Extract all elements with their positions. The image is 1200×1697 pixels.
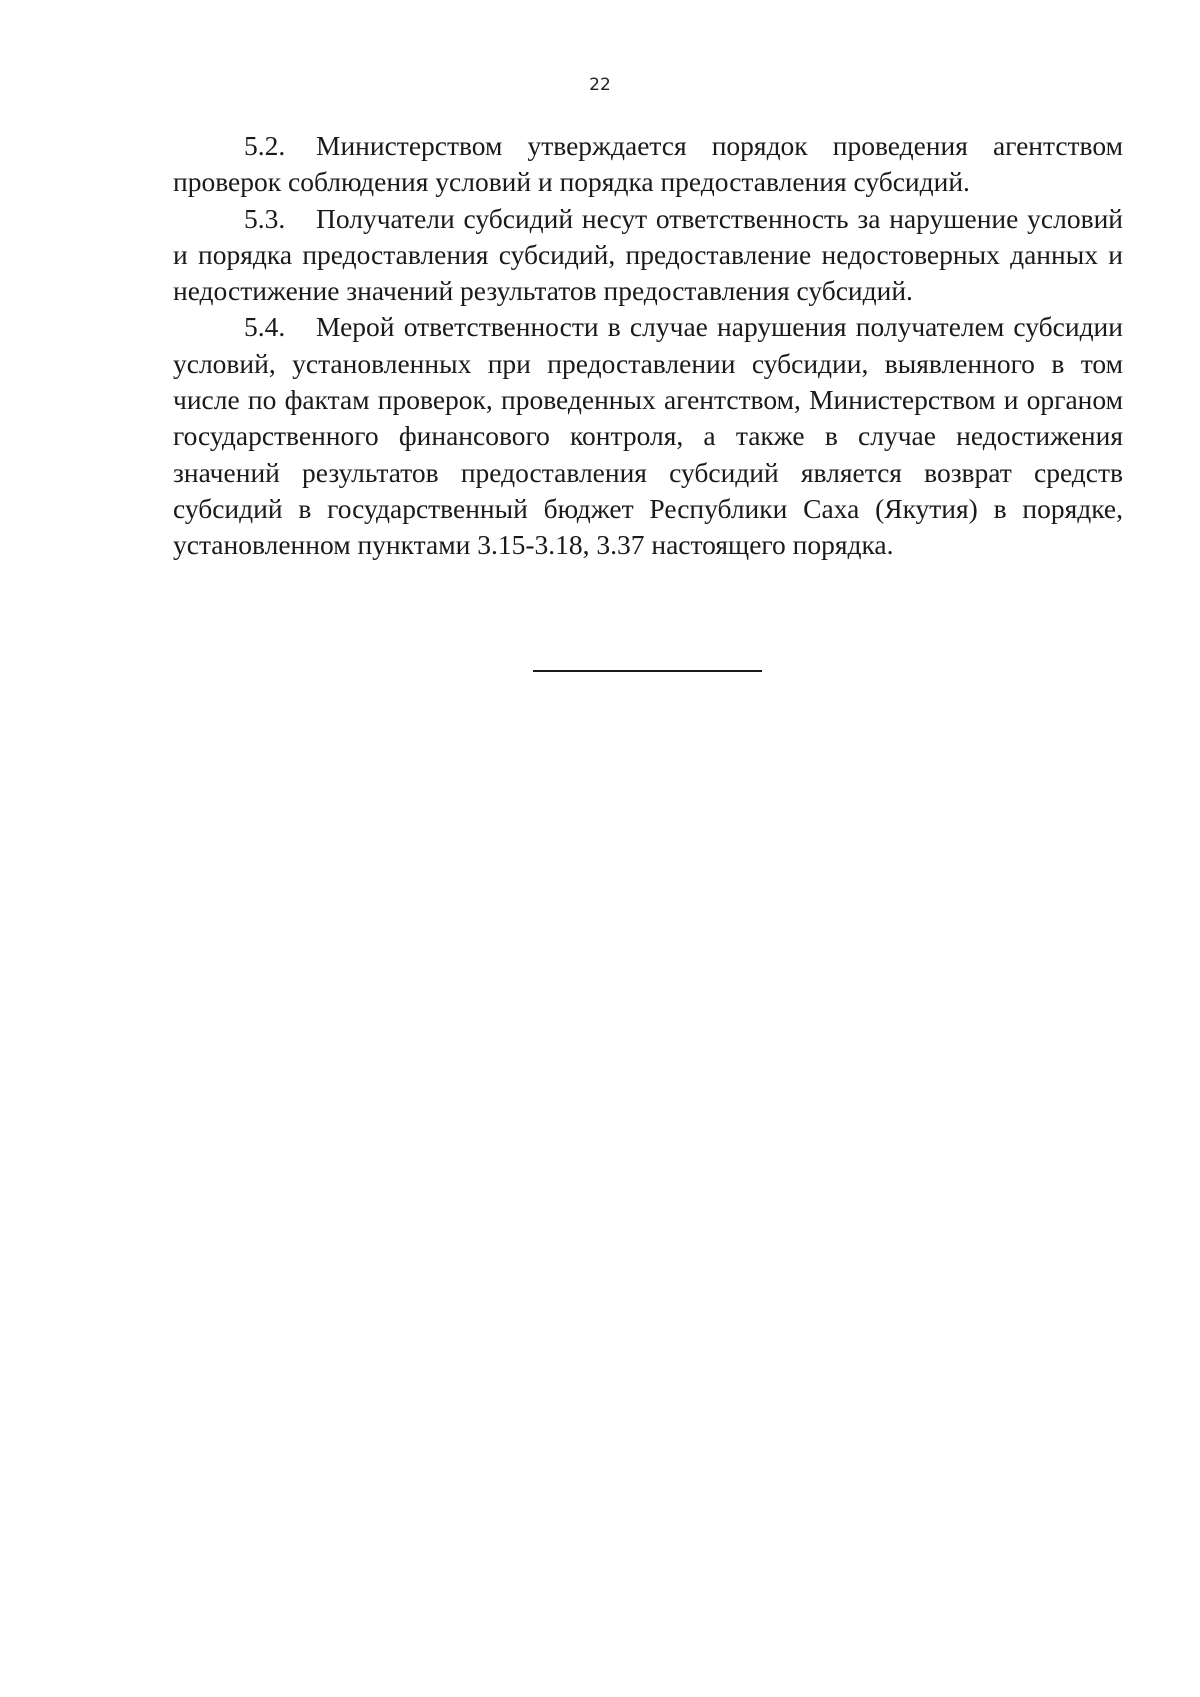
paragraph-text: Получатели субсидий несут ответственность за нарушение условий и порядка предоставления субсидий, предоставление недостоверных данных и недостижение значений результатов предоставления субсидий.	[173, 202, 1123, 307]
paragraph-5-4	[173, 309, 1123, 563]
paragraph-text: Мерой ответственности в случае нарушения получателем субсидии условий, установленных при предоставлении субсидии, выявленного в том числе по фактам проверок, проведенных агентством, Министерством и органом государственного финансового контроля, а также в случае недостижения значений результатов предоставления субсидий является возврат средств субсидий в государственный бюджет Республики Саха (Якутия) в порядке, установленном пунктами 3.15-3.18, 3.37 настоящего порядка.	[173, 311, 1123, 561]
paragraph-text: Министерством утверждается порядок проведения агентством проверок соблюдения условий и порядка предоставления субсидий.	[173, 130, 1123, 198]
paragraph-number: 5.4.	[244, 311, 286, 343]
paragraph-5-3	[173, 201, 1123, 310]
paragraph-number: 5.2.	[244, 130, 286, 161]
paragraph-number: 5.3.	[244, 202, 286, 234]
document-body	[173, 128, 1123, 564]
page-number: 22	[589, 75, 611, 95]
paragraph-5-2	[173, 128, 1123, 201]
end-of-document-line	[533, 670, 762, 672]
